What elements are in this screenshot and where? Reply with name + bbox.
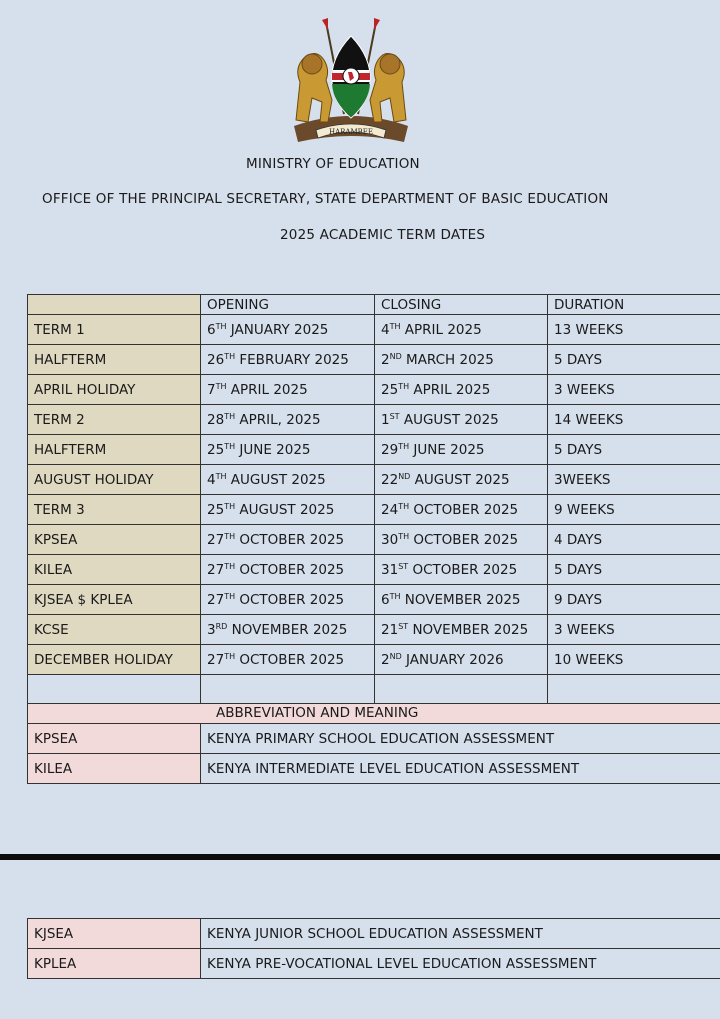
closing-column-header: CLOSING: [375, 295, 548, 315]
period-label: KPSEA: [28, 525, 201, 555]
page-break-divider: [0, 854, 720, 860]
closing-date: 25TH APRIL 2025: [375, 375, 548, 405]
opening-date: 3RD NOVEMBER 2025: [201, 615, 375, 645]
closing-date: 30TH OCTOBER 2025: [375, 525, 548, 555]
abbreviation-heading: ABBREVIATION AND MEANING: [28, 704, 720, 724]
closing-date: 2ND MARCH 2025: [375, 345, 548, 375]
office-heading: OFFICE OF THE PRINCIPAL SECRETARY, STATE DEPARTMENT OF BASIC EDUCATION: [42, 191, 609, 207]
abbreviation-code: KILEA: [28, 754, 201, 784]
empty-cell: [548, 675, 720, 704]
abbreviation-row: [28, 919, 720, 949]
abbreviation-row: [28, 949, 720, 979]
period-label: APRIL HOLIDAY: [28, 375, 201, 405]
duration-value: 13 WEEKS: [548, 315, 720, 345]
opening-date: 27TH OCTOBER 2025: [201, 525, 375, 555]
kenya-coat-of-arms-logo: [286, 18, 416, 148]
opening-date: 27TH OCTOBER 2025: [201, 585, 375, 615]
opening-column-header: OPENING: [201, 295, 375, 315]
table-row: [28, 645, 720, 675]
table-row: [28, 555, 720, 585]
period-label: TERM 1: [28, 315, 201, 345]
opening-date: 28TH APRIL, 2025: [201, 405, 375, 435]
duration-value: 5 DAYS: [548, 555, 720, 585]
duration-value: 5 DAYS: [548, 345, 720, 375]
duration-value: 14 WEEKS: [548, 405, 720, 435]
duration-value: 9 WEEKS: [548, 495, 720, 525]
opening-date: 26TH FEBRUARY 2025: [201, 345, 375, 375]
period-label: KILEA: [28, 555, 201, 585]
duration-value: 3WEEKS: [548, 465, 720, 495]
table-row: [28, 405, 720, 435]
duration-value: 10 WEEKS: [548, 645, 720, 675]
period-label: AUGUST HOLIDAY: [28, 465, 201, 495]
closing-date: 24TH OCTOBER 2025: [375, 495, 548, 525]
table-row: [28, 315, 720, 345]
table-row: [28, 435, 720, 465]
table-row: [28, 495, 720, 525]
abbreviation-meaning: KENYA JUNIOR SCHOOL EDUCATION ASSESSMENT: [201, 919, 720, 949]
crest-motto: HARAMBEE: [328, 128, 374, 136]
abbreviation-meaning: KENYA INTERMEDIATE LEVEL EDUCATION ASSESSMENT: [201, 754, 720, 784]
period-label: HALFTERM: [28, 345, 201, 375]
closing-date: 21ST NOVEMBER 2025: [375, 615, 548, 645]
closing-date: 22ND AUGUST 2025: [375, 465, 548, 495]
closing-date: 2ND JANUARY 2026: [375, 645, 548, 675]
table-header-row: [28, 295, 720, 315]
period-label: KCSE: [28, 615, 201, 645]
duration-value: 4 DAYS: [548, 525, 720, 555]
opening-date: 25TH JUNE 2025: [201, 435, 375, 465]
abbreviation-meaning: KENYA PRE-VOCATIONAL LEVEL EDUCATION ASSESSMENT: [201, 949, 720, 979]
closing-date: 1ST AUGUST 2025: [375, 405, 548, 435]
duration-value: 5 DAYS: [548, 435, 720, 465]
closing-date: 6TH NOVEMBER 2025: [375, 585, 548, 615]
table-row: [28, 465, 720, 495]
abbreviation-code: KJSEA: [28, 919, 201, 949]
opening-date: 27TH OCTOBER 2025: [201, 555, 375, 585]
ministry-heading: MINISTRY OF EDUCATION: [246, 156, 420, 172]
opening-date: 6TH JANUARY 2025: [201, 315, 375, 345]
empty-cell: [375, 675, 548, 704]
closing-date: 4TH APRIL 2025: [375, 315, 548, 345]
table-row: [28, 345, 720, 375]
table-row: [28, 525, 720, 555]
abbreviation-code: KPLEA: [28, 949, 201, 979]
table-row: [28, 375, 720, 405]
term-dates-table: [27, 294, 720, 784]
abbreviation-row: [28, 724, 720, 754]
duration-column-header: DURATION: [548, 295, 720, 315]
closing-date: 31ST OCTOBER 2025: [375, 555, 548, 585]
duration-value: 3 WEEKS: [548, 615, 720, 645]
empty-cell: [201, 675, 375, 704]
opening-date: 27TH OCTOBER 2025: [201, 645, 375, 675]
period-label: TERM 3: [28, 495, 201, 525]
abbreviation-table-continued: [27, 918, 720, 979]
abbreviation-row: [28, 754, 720, 784]
empty-cell: [28, 675, 201, 704]
abbreviation-meaning: KENYA PRIMARY SCHOOL EDUCATION ASSESSMENT: [201, 724, 720, 754]
duration-value: 9 DAYS: [548, 585, 720, 615]
opening-date: 25TH AUGUST 2025: [201, 495, 375, 525]
closing-date: 29TH JUNE 2025: [375, 435, 548, 465]
period-label: DECEMBER HOLIDAY: [28, 645, 201, 675]
table-row: [28, 585, 720, 615]
empty-row: [28, 675, 720, 704]
opening-date: 4TH AUGUST 2025: [201, 465, 375, 495]
abbreviation-heading-row: [28, 704, 720, 724]
document-title: 2025 ACADEMIC TERM DATES: [280, 227, 486, 243]
duration-value: 3 WEEKS: [548, 375, 720, 405]
opening-date: 7TH APRIL 2025: [201, 375, 375, 405]
period-label: HALFTERM: [28, 435, 201, 465]
table-row: [28, 615, 720, 645]
abbreviation-code: KPSEA: [28, 724, 201, 754]
period-label: KJSEA $ KPLEA: [28, 585, 201, 615]
header-blank-cell: [28, 295, 201, 315]
period-label: TERM 2: [28, 405, 201, 435]
